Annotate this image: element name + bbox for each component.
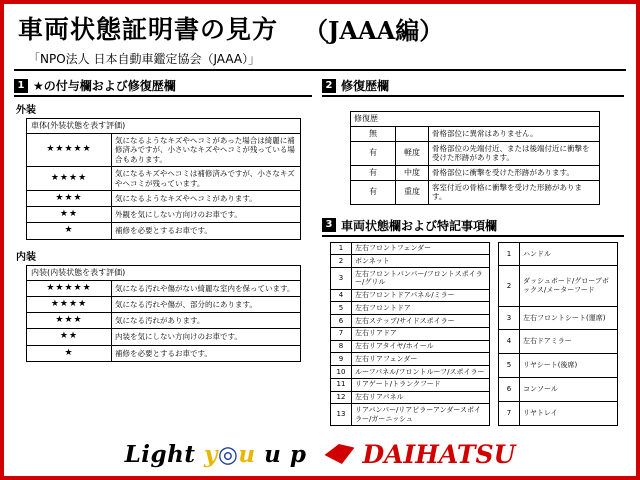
repair-level [396,127,429,142]
table-row [351,180,600,204]
section-2-number: 2 [322,79,336,93]
part-name: リアゲート/トランクフード [352,378,490,391]
light-text: Light [124,440,196,468]
table-row [331,404,490,426]
interior-stars: ★★ [27,329,112,345]
section-3-number: 3 [322,218,336,232]
interior-desc: 気になる汚れがあります。 [112,313,301,329]
part-no: 12 [331,391,352,404]
table-row [27,223,301,239]
table-row [351,112,600,127]
part-no: 1 [499,242,520,266]
table-row [27,190,301,206]
content-columns [4,71,636,426]
table-row [27,329,301,345]
exterior-desc: 外観を気にしない方向けのお車です。 [112,207,301,223]
daihatsu-wordmark: DAIHATSU [362,439,516,469]
part-name: 左右フロントバンパー/フロントスポイラー/グリル [352,268,490,290]
part-name: 左右フロントフェンダー [352,242,490,255]
exterior-desc: 気になるキズやヘコミは補修済みですが、小さなキズやヘコミが残っています。 [112,167,301,191]
interior-desc: 気になる汚れや傷がない綺麗な室内を保っています。 [112,280,301,296]
light-text-you-u: u [238,440,256,468]
part-name: 左右リアドア [352,327,490,340]
table-row [27,345,301,361]
table-row [351,165,600,180]
repair-mark: 有 [351,165,396,180]
exterior-desc: 気になるようなキズやヘコミがあった場合は綺麗に補修済みですが、小さいなキズやヘコミが残っている場合もあります。 [112,134,301,167]
exterior-group-label: 外装 [16,105,36,116]
table-row [331,391,490,404]
table-row [499,354,618,378]
interior-stars: ★★★★ [27,296,112,312]
table-row [27,207,301,223]
table-row [499,266,618,306]
part-no: 7 [331,327,352,340]
part-no: 5 [499,354,520,378]
table-row [351,127,600,142]
exterior-stars: ★★★★ [27,167,112,191]
page-title-sub: （JAAA編） [304,16,444,45]
exterior-desc: 気になるようなキズやヘコミがあります。 [112,190,301,206]
target-icon: ◎ [217,440,239,468]
exterior-rating-table [26,118,301,240]
parts-lists [322,242,624,426]
table-row [27,280,301,296]
part-no: 2 [499,266,520,306]
table-row [499,242,618,266]
part-no: 7 [499,401,520,425]
table-row [331,315,490,328]
interior-stars: ★★★★★ [27,280,112,296]
daihatsu-logo-group [324,440,515,469]
repair-mark: 有 [351,180,396,204]
section-1-number: 1 [14,79,28,93]
table-row [27,296,301,312]
table-row [499,401,618,425]
exterior-desc: 補修を必要とするお車です。 [112,223,301,239]
part-name: リアバンパー/リアピラーアンダースポイラー/ガーニッシュ [352,404,490,426]
repair-mark: 無 [351,127,396,142]
interior-desc: 内装を気にしない方向けのお車です。 [112,329,301,345]
section-2-header [322,77,624,97]
part-name: コンソール [520,378,618,402]
section-3-header [322,217,624,237]
part-name: 左右リアパネル [352,391,490,404]
repair-level: 軽度 [396,142,429,166]
part-name: 左右フロントドア [352,302,490,315]
interior-desc: 気になる汚れや傷が、部分的にあります。 [112,296,301,312]
table-row [331,366,490,379]
exterior-parts-table [330,242,490,426]
page-subtitle: 「NPO法人 日本自動車鑑定協会（JAAA）」 [14,46,626,71]
table-row [499,378,618,402]
light-text-up: u p [264,440,307,468]
table-row [27,134,301,167]
exterior-stars: ★★★ [27,190,112,206]
part-no: 4 [331,289,352,302]
interior-table-header: 内装(内装状態を表す評価) [27,265,301,280]
part-name: 左右ドアミラー [520,330,618,354]
interior-desc: 補修を必要とするお車です。 [112,345,301,361]
repair-level: 中度 [396,165,429,180]
interior-stars: ★ [27,345,112,361]
part-no: 4 [499,330,520,354]
footer-branding [4,432,636,476]
part-no: 13 [331,404,352,426]
repair-desc: 骨格部位に異常はありません。 [429,127,600,142]
table-row [27,167,301,191]
part-name: ハンドル [520,242,618,266]
part-name: 左右フロントシート(運席) [520,306,618,330]
interior-group-label: 内装 [16,251,36,263]
table-row [351,142,600,166]
part-name: リヤシート(後席) [520,354,618,378]
exterior-table-header: 車体(外装状態を表す評価) [27,119,301,134]
repair-desc: 骨格部位の先端付近、または後端付近に衝撃を受けた形跡があります。 [429,142,600,166]
table-row [331,378,490,391]
page-title: 車両状態証明書の見方 [18,15,279,44]
repair-history-table [350,111,600,205]
table-row [27,313,301,329]
table-row [331,353,490,366]
part-no: 8 [331,340,352,353]
left-column [14,77,312,426]
part-no: 9 [331,353,352,366]
right-column [322,77,624,426]
table-row [331,327,490,340]
section-2-title: 修復歴欄 [341,79,390,93]
part-no: 1 [331,242,352,255]
table-row [331,268,490,290]
table-row [331,289,490,302]
part-name: 左右リアフェンダー [352,353,490,366]
part-name: ボンネット [352,255,490,268]
part-name: 左右フロントドアパネル/ミラー [352,289,490,302]
header-title-row [4,4,636,46]
repair-mark: 有 [351,142,396,166]
table-row [27,119,301,134]
table-row [499,330,618,354]
repair-desc: 骨格部位に衝撃を受けた形跡があります。 [429,165,600,180]
table-row [331,242,490,255]
table-row [27,265,301,280]
part-no: 10 [331,366,352,379]
table-row [331,340,490,353]
repair-desc: 客室付近の骨格に衝撃を受けた形跡があります。 [429,180,600,204]
part-no: 6 [499,378,520,402]
part-no: 3 [331,268,352,290]
part-no: 11 [331,378,352,391]
section-1-title: ★の付与欄および修復歴欄 [33,79,176,93]
section-1-header [14,77,312,97]
interior-parts-table [498,242,618,426]
part-name: ルーフパネル/フロントルーフ/スポイラー [352,366,490,379]
repair-table-header: 修復歴 [351,112,600,127]
table-row [499,306,618,330]
table-row [331,302,490,315]
exterior-stars: ★ [27,223,112,239]
part-name: リヤトレイ [520,401,618,425]
part-name: 左右リアタイヤ/ホイール [352,340,490,353]
part-no: 5 [331,302,352,315]
exterior-stars: ★★ [27,207,112,223]
daihatsu-emblem-icon [324,444,354,464]
part-no: 6 [331,315,352,328]
light-you-up-logo [125,441,307,468]
part-name: ダッシュボード/グローブボックス/メーターフード [520,266,618,306]
table-row [331,255,490,268]
light-text-you-y: y [203,440,218,468]
section-3-title: 車両状態欄および特記事項欄 [341,218,498,233]
interior-stars: ★★★ [27,313,112,329]
repair-level: 重度 [396,180,429,204]
part-no: 2 [331,255,352,268]
part-no: 3 [499,306,520,330]
part-name: 左右ステップ/サイドスポイラー [352,315,490,328]
interior-rating-table [26,265,301,362]
exterior-stars: ★★★★★ [27,134,112,167]
